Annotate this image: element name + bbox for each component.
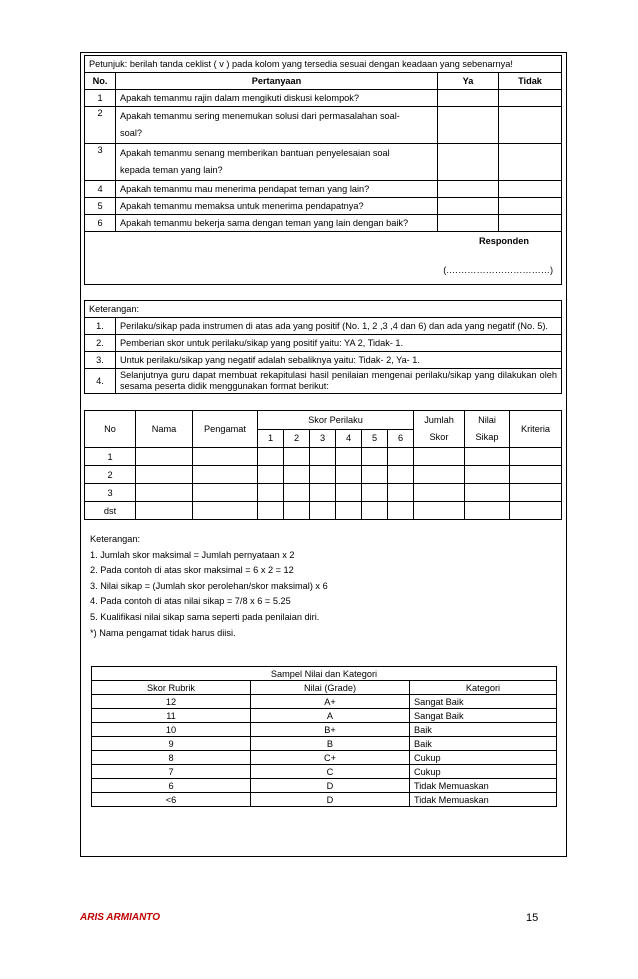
recap-row: 1 (85, 448, 562, 466)
recap-header-total: Jumlah Skor (414, 411, 465, 448)
sample-grade-table: Sampel Nilai dan Kategori Skor Rubrik Nilai (Grade) Kategori 12 A+ Sangat Baik 11 A Sangat Baik 10 B+ Baik 9 B Baik 8 C+ Cukup 7 C Cukup 6 D Tidak Memuaskan <6 D Tidak Memuaskan (91, 666, 557, 807)
sample-row: 10 B+ Baik (92, 723, 557, 737)
question-text: Apakah temanmu memaksa untuk menerima pendapatnya? (116, 198, 438, 215)
yes-cell[interactable] (438, 215, 499, 232)
questionnaire-table (84, 55, 562, 285)
instruction: Petunjuk: berilah tanda ceklist ( v ) pada kolom yang tersedia sesuai dengan keadaan yang sebenarnya! (85, 56, 562, 73)
header-question: Pertanyaan (116, 73, 438, 90)
yes-cell[interactable] (438, 198, 499, 215)
respondent-label: Responden (478, 236, 529, 246)
question-row: 5 Apakah temanmu memaksa untuk menerima pendapatnya? (85, 198, 562, 215)
note-line: 2. Pada contoh di atas skor maksimal = 6 x 2 = 12 (90, 565, 294, 576)
question-row: 1 Apakah temanmu rajin dalam mengikuti diskusi kelompok? (85, 90, 562, 107)
recap-row: 2 (85, 466, 562, 484)
keterangan-item: 2. Pemberian skor untuk perilaku/sikap yang positif yaitu: YA 2, Tidak- 1. (85, 335, 562, 352)
sample-row: <6 D Tidak Memuaskan (92, 793, 557, 807)
recap-header-name: Nama (136, 411, 193, 448)
no-cell[interactable] (499, 215, 562, 232)
signature-line: (.……………………………) (443, 265, 553, 275)
recap-header-observer: Pengamat (193, 411, 258, 448)
yes-cell[interactable] (438, 107, 499, 144)
question-row: 2 Apakah temanmu sering menemukan solusi dari permasalahan soal- soal? (85, 107, 562, 144)
scoring-notes (90, 532, 328, 641)
sample-row: 9 B Baik (92, 737, 557, 751)
question-row: 4 Apakah temanmu mau menerima pendapat teman yang lain? (85, 181, 562, 198)
no-cell[interactable] (499, 181, 562, 198)
sample-row: 6 D Tidak Memuaskan (92, 779, 557, 793)
no-cell[interactable] (499, 198, 562, 215)
no-cell[interactable] (499, 90, 562, 107)
recap-header-no: No (85, 411, 136, 448)
question-text: Apakah temanmu sering menemukan solusi dari permasalahan soal- soal? (116, 107, 438, 144)
question-row: 6 Apakah temanmu bekerja sama dengan teman yang lain dengan baik? (85, 215, 562, 232)
no-cell[interactable] (499, 144, 562, 181)
question-row: 3 Apakah temanmu senang memberikan bantuan penyelesaian soal kepada teman yang lain? (85, 144, 562, 181)
sample-row: 7 C Cukup (92, 765, 557, 779)
yes-cell[interactable] (438, 144, 499, 181)
header-no: No. (85, 73, 116, 90)
page-number: 15 (526, 912, 539, 924)
yes-cell[interactable] (438, 181, 499, 198)
header-yes: Ya (438, 73, 499, 90)
notes-title: Keterangan: (90, 534, 141, 544)
footer-author: ARIS ARMIANTO (80, 912, 160, 923)
note-line: 1. Jumlah skor maksimal = Jumlah pernyataan x 2 (90, 549, 295, 560)
recap-row: dst (85, 502, 562, 520)
respondent-block (85, 232, 562, 285)
keterangan-item: 4. Selanjutnya guru dapat membuat rekapitulasi hasil penilaian mengenai perilaku/sikap yang dilakukan oleh sesama peserta didik menggunakan format berikut: (85, 369, 562, 394)
question-text: Apakah temanmu mau menerima pendapat teman yang lain? (116, 181, 438, 198)
recap-row: 3 (85, 484, 562, 502)
question-text: Apakah temanmu bekerja sama dengan teman yang lain dengan baik? (116, 215, 438, 232)
recap-table: No Nama Pengamat Skor Perilaku Jumlah Skor Nilai Sikap Kriteria 1 2 3 4 5 6 1 2 3 dst (84, 410, 562, 520)
keterangan-title: Keterangan: (85, 301, 562, 318)
note-line: 4. Pada contoh di atas nilai sikap = 7/8 x 6 = 5.25 (90, 596, 291, 607)
keterangan-table (84, 300, 562, 394)
yes-cell[interactable] (438, 90, 499, 107)
note-line: 5. Kualifikasi nilai sikap sama seperti pada penilaian diri. (90, 611, 320, 622)
sample-title: Sampel Nilai dan Kategori (92, 667, 557, 681)
keterangan-item: 3. Untuk perilaku/sikap yang negatif adalah sebaliknya yaitu: Tidak- 2, Ya- 1. (85, 352, 562, 369)
recap-header-value: Nilai Sikap (465, 411, 510, 448)
header-no-answer: Tidak (499, 73, 562, 90)
note-line: 3. Nilai sikap = (Jumlah skor perolehan/skor maksimal) x 6 (90, 580, 328, 591)
sample-row: 12 A+ Sangat Baik (92, 695, 557, 709)
no-cell[interactable] (499, 107, 562, 144)
recap-header-score: Skor Perilaku (258, 411, 414, 430)
sample-row: 11 A Sangat Baik (92, 709, 557, 723)
keterangan-item: 1. Perilaku/sikap pada instrumen di atas ada yang positif (No. 1, 2 ,3 ,4 dan 6) dan ada yang negatif (No. 5). (85, 318, 562, 335)
question-text: Apakah temanmu rajin dalam mengikuti diskusi kelompok? (116, 90, 438, 107)
note-line: *) Nama pengamat tidak harus diisi. (90, 627, 236, 638)
question-text: Apakah temanmu senang memberikan bantuan penyelesaian soal kepada teman yang lain? (116, 144, 438, 181)
recap-header-criteria: Kriteria (510, 411, 562, 448)
sample-row: 8 C+ Cukup (92, 751, 557, 765)
